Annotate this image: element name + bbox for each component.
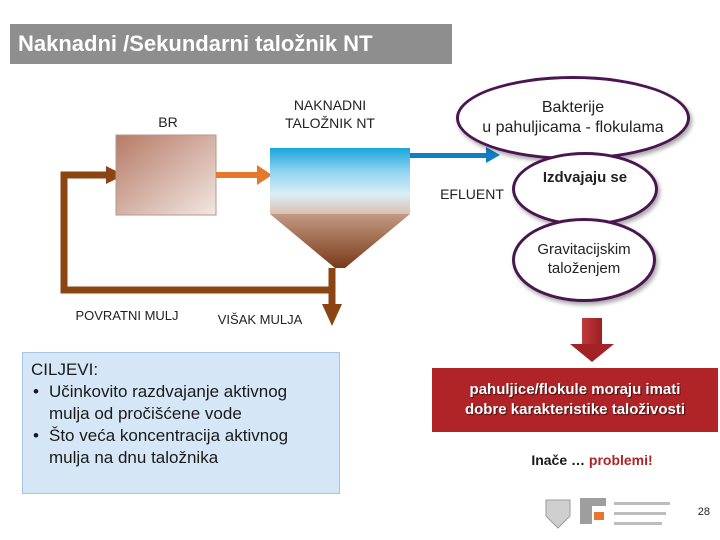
return-sludge-label: POVRATNI MULJ — [75, 308, 179, 323]
bacteria-line2: u pahuljicama - flokulama — [482, 119, 664, 136]
otherwise-problems — [480, 452, 704, 468]
effluent-pipe — [410, 153, 490, 158]
excess-sludge-label: VIŠAK MULJA — [217, 312, 303, 327]
settleability-warning — [432, 368, 718, 432]
clarifier-tank — [270, 148, 410, 214]
otherwise-prefix: Inače … — [531, 452, 589, 468]
goals-heading: CILJEVI: — [31, 360, 99, 379]
down-arrow-shaft — [582, 318, 602, 348]
clarifier-cone — [270, 214, 410, 268]
logo-mark — [580, 498, 592, 524]
bacteria-line1: Bakterije — [541, 99, 605, 116]
gravity-line1: Gravitacijskim — [537, 241, 631, 259]
down-arrow-head — [570, 344, 614, 362]
otherwise-emph: problemi! — [588, 452, 653, 468]
inlet-arrowhead — [257, 165, 272, 185]
crest-icon — [546, 500, 570, 528]
gravity-bubble — [512, 218, 656, 302]
warning-line2: dobre karakteristike taloživosti — [464, 401, 686, 418]
clarifier-label-line1: NAKNADNI — [293, 97, 367, 113]
page-number: 28 — [697, 506, 710, 518]
gravity-line2: taloženjem — [547, 260, 621, 277]
separate-text: Izdvajaju se — [542, 168, 628, 186]
slide-title: Naknadni /Sekundarni taložnik NT — [10, 24, 452, 64]
inlet-pipe — [216, 172, 263, 178]
br-label: BR — [158, 114, 178, 130]
excess-sludge-arrowhead — [322, 304, 342, 326]
separate-bubble — [512, 152, 658, 226]
warning-line1: pahuljice/flokule moraju imati — [469, 380, 681, 398]
bacteria-bubble — [456, 76, 690, 160]
goals-box — [22, 352, 340, 494]
clarifier-label-line2: TALOŽNIK NT — [285, 115, 375, 132]
clarifier-label — [265, 96, 395, 132]
goal-item: • Učinkovito razdvajanje aktivnog mulja od pročišćene vode — [31, 381, 331, 425]
bioreactor-box — [116, 135, 216, 215]
effluent-label: EFLUENT — [440, 186, 504, 202]
goal-item: • Što veća koncentracija aktivnog mulja na dnu taložnika — [31, 425, 331, 469]
